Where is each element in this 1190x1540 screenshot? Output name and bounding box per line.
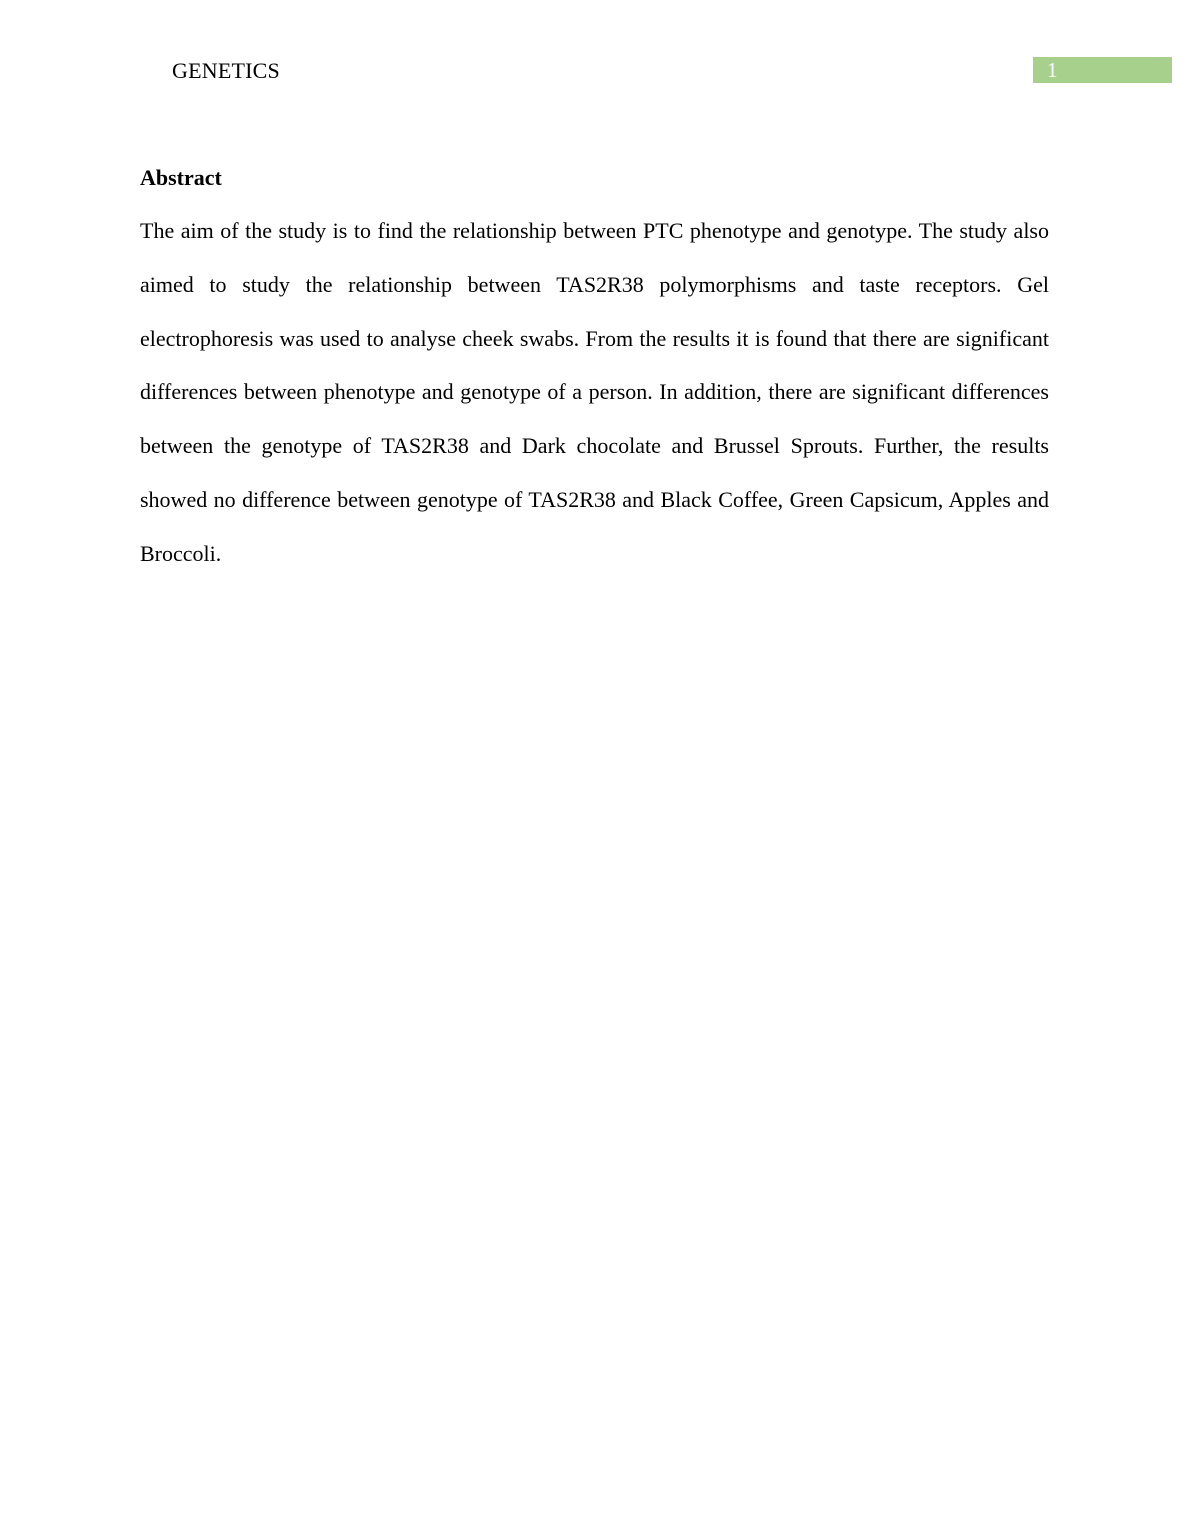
abstract-paragraph: The aim of the study is to find the relationship between PTC phenotype and genotype. The study also aimed to study the relationship between TAS2R38 polymorphisms and taste receptors. Gel electrophoresis was used to analyse cheek swabs. From the results it is found that there are significant differences between phenotype and genotype of a person. In addition, there are significant differences between the genotype of TAS2R38 and Dark chocolate and Brussel Sprouts. Further, the results showed no difference between genotype of TAS2R38 and Black Coffee, Green Capsicum, Apples and Broccoli. [140, 218, 1049, 566]
page-number: 1 [1047, 58, 1058, 82]
page-number-badge [1033, 57, 1172, 83]
abstract-heading: Abstract [140, 165, 222, 190]
running-header-title: GENETICS [172, 58, 280, 83]
document-body [140, 160, 1049, 581]
